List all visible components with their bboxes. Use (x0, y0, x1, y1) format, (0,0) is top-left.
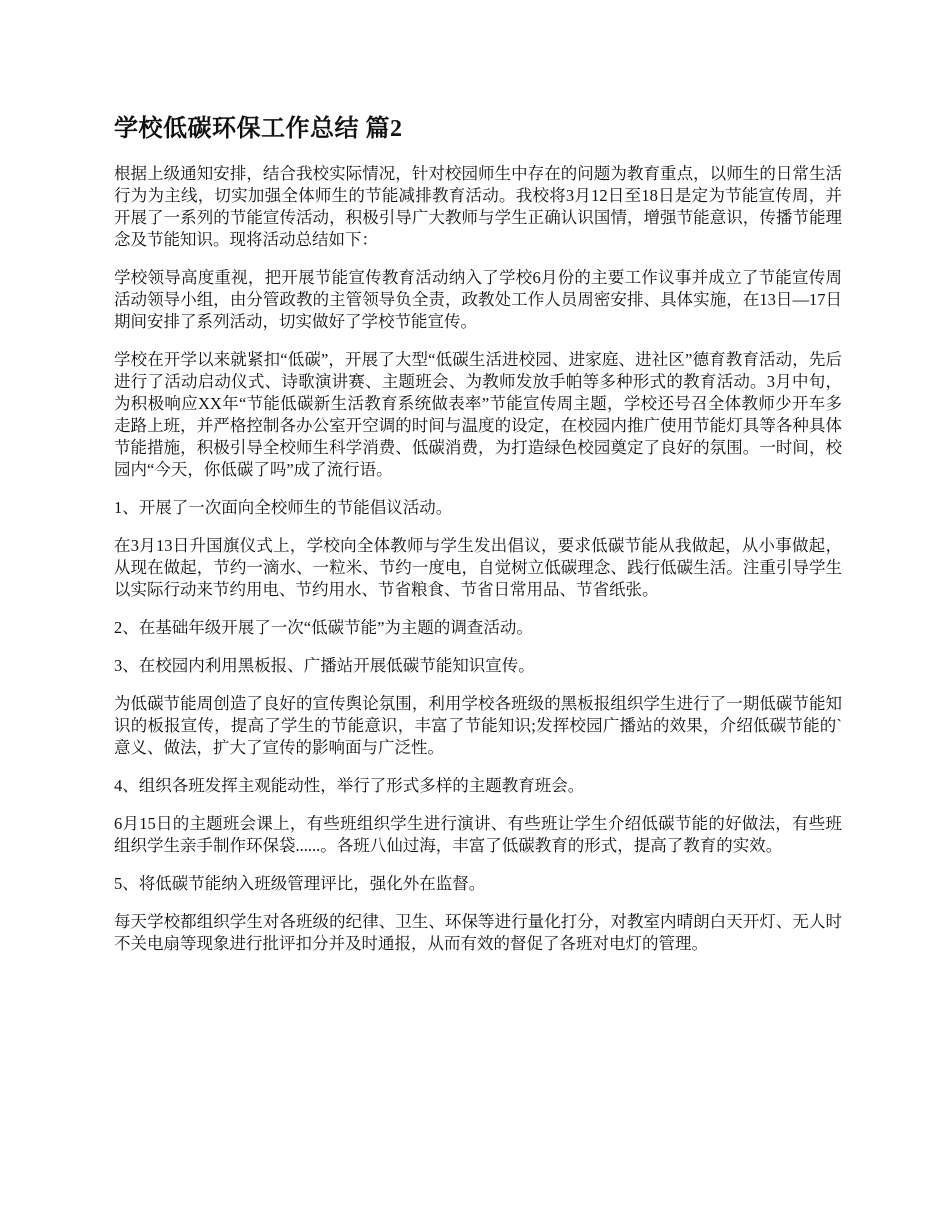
paragraph-supervision: 每天学校都组织学生对各班级的纪律、卫生、环保等进行量化打分，对教室内晴朗白天开灯、无人时不关电扇等现象进行批评扣分并及时通报，从而有效的督促了各班对电灯的管理。 (114, 912, 842, 953)
document-page (114, 112, 842, 971)
paragraph-class-meeting: 6月15日的主题班会课上，有些班组织学生进行演讲、有些班让学生介绍低碳节能的好做法，有些班组织学生亲手制作环保袋......。各班八仙过海，丰富了低碳教育的形式，提高了教育的实效。 (114, 814, 842, 855)
section-heading-2: 2、在基础年级开展了一次“低碳节能”为主题的调查活动。 (114, 618, 533, 637)
paragraph-leadership: 学校领导高度重视，把开展节能宣传教育活动纳入了学校6月份的主要工作议事并成立了节能宣传周活动领导小组，由分管政教的主管领导负全责，政教处工作人员周密安排、具体实施，在13日—17日期间安排了系列活动，切实做好了学校节能宣传。 (114, 268, 842, 331)
paragraph-initiative: 在3月13日升国旗仪式上，学校向全体教师与学生发出倡议，要求低碳节能从我做起，从小事做起，从现在做起，节约一滴水、一粒米、节约一度电，自觉树立低碳理念、践行低碳生活。注重引导学生以实际行动来节约用电、节约用水、节省粮食、节省日常用品、节省纸张。 (114, 536, 842, 599)
paragraph-intro: 根据上级通知安排，结合我校实际情况，针对校园师生中存在的问题为教育重点，以师生的日常生活行为为主线，切实加强全体师生的节能减排教育活动。我校将3月12日至18日是定为节能宣传周，并开展了一系列的节能宣传活动，积极引导广大教师与学生正确认识国情，增强节能意识，传播节能理念及节能知识。现将活动总结如下： (114, 164, 842, 249)
section-heading-1: 1、开展了一次面向全校师生的节能倡议活动。 (114, 498, 453, 517)
section-heading-3: 3、在校园内利用黑板报、广播站开展低碳节能知识宣传。 (114, 656, 535, 675)
section-heading-4: 4、组织各班发挥主观能动性，举行了形式多样的主题教育班会。 (114, 776, 585, 795)
paragraph-publicity: 为低碳节能周创造了良好的宣传舆论氛围，利用学校各班级的黑板报组织学生进行了一期低碳节能知识的板报宣传，提高了学生的节能意识，丰富了节能知识;发挥校园广播站的效果，介绍低碳节能的`意义、做法，扩大了宣传的影响面与广泛性。 (114, 694, 842, 757)
section-heading-5: 5、将低碳节能纳入班级管理评比，强化外在监督。 (114, 874, 486, 893)
paragraph-low-carbon-campaign: 学校在开学以来就紧扣“低碳”，开展了大型“低碳生活进校园、进家庭、进社区”德育教育活动，先后进行了活动启动仪式、诗歌演讲赛、主题班会、为教师发放手帕等多种形式的教育活动。3月中旬，为积极响应XX年“节能低碳新生活教育系统做表率”节能宣传周主题，学校还号召全体教师少开车多走路上班，并严格控制各办公室开空调的时间与温度的设定，在校园内推广使用节能灯具等各种具体节能措施，积极引导全校师生科学消费、低碳消费，为打造绿色校园奠定了良好的氛围。一时间，校园内“今天，你低碳了吗”成了流行语。 (114, 350, 842, 479)
document-title: 学校低碳环保工作总结 篇2 (114, 116, 403, 142)
